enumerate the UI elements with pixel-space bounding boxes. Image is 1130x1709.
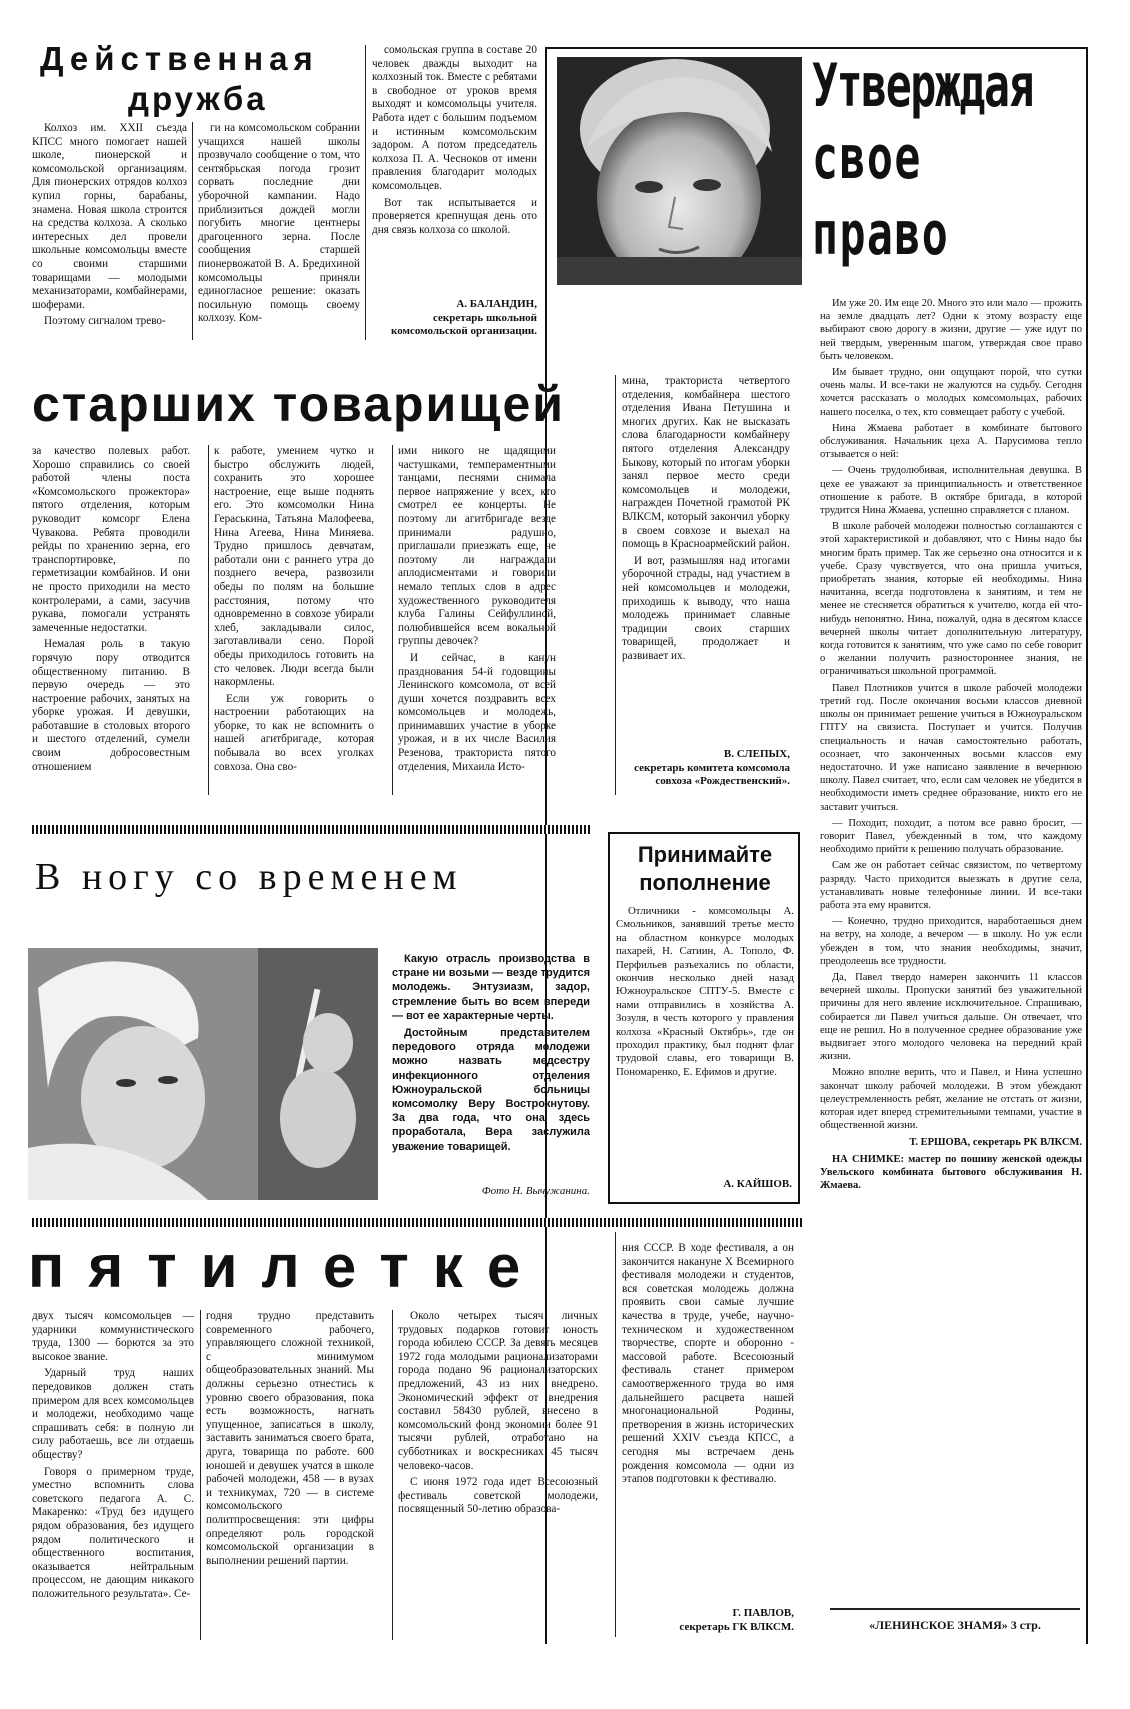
paragraph: Вот так испытывается и проверяется крепнущая день ото дня связь колхоза со школой. (372, 196, 537, 236)
paragraph: Можно вполне верить, что и Павел, и Нина успешно закончат школу рабочей молодежи. В этом убеждают целеустремленность ребят, желание не отстать от жизни, которая идет вперед стремительными темпами, участие в общественной жизни. (820, 1067, 1082, 1132)
paragraph: В школе рабочей молодежи полностью соглашаются с этой характеристикой и добавляют, что с Нины надо бы многим брать пример. Так же серьезно она относится и к учебе. Сразу чувствуется, что она пришла учиться, приобретать знания, которые ей необходимы. Нина начитанна, всегда подготовлена к занятиям, и тем не менее не стесняется обратиться к учителю, когда ей что-нибудь непонятно. Нина, пожалуй, одна в десятом классе вечерней школы читает дополнительную литературу, когда готовится к занятиям, что уже само по себе говорит о желании получить разностороннее знания, не ограничиваться школьной программой. (820, 521, 1082, 678)
article3-title-line2: свое (812, 123, 922, 193)
column-rule (365, 45, 366, 340)
article1-title-line1: Действенная (40, 40, 319, 77)
paragraph: ими никого не щадящими частушками, темпераментными танцами, песнями снимала первое напряжение у всех, кто смотрел ее концерты. Не поэтому ли агитбригаде везде принимали радушно, приглашали приезжать еще, не поэтому ли награждали аплодисментами и говорили немало теплых слов в адрес художественного руководителя клуба Галины Сейфуллиной, полюбившейся всем вокальной группы девочек? (398, 445, 556, 648)
column-rule (615, 375, 616, 795)
paragraph: — Очень трудолюбивая, исполнительная девушка. В цехе ее уважают за принципиальность и ответственное отношение к работе. В октябре бригада, в которой трудится Нина Жмаева, успешно справляется с планом. (820, 465, 1082, 517)
paragraph: С июня 1972 года идет Всесоюзный фестиваль советской молодежи, посвященный 50-летию образова- (398, 1476, 598, 1516)
nurse-photo-image (28, 948, 378, 1200)
nurse-photo (28, 948, 378, 1200)
paragraph: ния СССР. В ходе фестиваля, а он закончится накануне X Всемирного фестиваля молодежи и студентов, вся советская молодежь должна проявить свои самые лучшие качества в труде, учебе, научно-техническом и художественном творчестве, спорте и оборонно - массовой работе. Всесоюзный фестиваль станет примером самоотверженного труда во имя дальнейшего расцвета нашей многонациональной Родины, претворения в жизнь исторических решений XXIV съезда КПСС, а сегодня мы встречаем день рождения комсомола — одни из этапов подготовки к фестивалю. (622, 1242, 794, 1486)
article1-signature: А. БАЛАНДИН, (456, 298, 537, 310)
paragraph: мина, тракториста четвертого отделения, комбайнера шестого отделения Ивана Петушина и многих других. Как не высказать слова благодарности комбайнеру пятого отделения Александру Быкову, который по итогам уборки занял первое место среди комсомольцев и молодежи, награжден Почетной грамотой РК ВЛКСМ, который закончил уборку в своем совхозе и выехал на помощь в Красноармейский район. (622, 375, 790, 551)
article3-caption: НА СНИМКЕ: мастер по пошиву женской одежды Увельского комбината бытового обслуживания Н. Жмаева. (820, 1153, 1082, 1191)
paragraph: Поэтому сигналом трево- (44, 315, 166, 328)
article5-signature: А. КАЙШОВ. (723, 1178, 792, 1190)
paragraph: годня трудно представить современного рабочего, управляющего сложной техникой, с минимумом общеобразовательных знаний. Мы должны серьезно отнестись к уровню своего образования, пока есть возможность, нагнать упущенное, записаться в школу, заставить заниматься своего брата, друга, товарища по работе. 600 юношей и девушек учатся в школе рабочей молодежи, 458 — в вузах и техникумах, 720 — в системе комсомольского политпросвещения: эти цифры определяют роль городской комсомольской организации в выполнении решений партии. (206, 1310, 374, 1567)
article2-col3 (398, 445, 556, 795)
column-rule (192, 122, 193, 340)
paragraph: Ударный труд наших передовиков должен стать примером для всех комсомольцев и молодежи, необходимо чаще спрашивать себя: в полную ли силу работаешь, все ли отдаешь обществу? (32, 1367, 194, 1461)
portrait-photo (557, 57, 802, 285)
paragraph: Говоря о примерном труде, уместно вспомнить слова советского педагога А. С. Макаренко: «Труд без идущего рядом образования, без идущего рядом политического и общественного воспитания, оказывается нейтральным процессом, не дающим никакого положительного результата». Се- (32, 1465, 194, 1600)
article3-title (812, 51, 1082, 269)
column-rule (200, 1310, 201, 1640)
article3-body (820, 297, 1082, 1602)
portrait-photo-image (557, 57, 802, 285)
article5-title-line1: Принимайте (637, 842, 773, 867)
paragraph: — Походит, походит, а потом все равно бросит, — говорит Павел, убежденный в том, что каждому необходимо прийти к решению получать образование. (820, 817, 1082, 856)
article1-signature-role: секретарь школьной комсомольской организации. (391, 312, 537, 337)
paragraph: двух тысяч комсомольцев — ударники коммунистического труда, 1300 — борются за это высокое звание. (32, 1310, 194, 1363)
article6-col3 (398, 1310, 598, 1640)
paragraph: к работе, умением чутко и быстро обслужить людей, сохранить это хорошее настроение, еще выше поднять его. Это комсомолки Нина Гераськина, Татьяна Малофеева, Нина Агеева, Нина Миняева. Трудно пришлось девчатам, работали они с раннего утра до позднего вечера, развозили обеды по полям на большие расстояния, потому что одновременно в совхозе убирали хлеб, закладывали силос, заготавливали сено. Порой обеды приходилось готовить на сто человек. Люди всегда были накормлены. (214, 445, 374, 689)
section-divider (32, 825, 590, 834)
paragraph: Какую отрасль производства в стране ни возьми — везде трудится молодежь. Энтузиазм, задор, стремление быть во всем впереди — вот ее характерные черты. (392, 953, 590, 1022)
paragraph: Немалая роль в такую горячую пору отводится общественному питанию. В первую очередь — это настроение рабочих, занятых на уборке урожая. И девушки, работавшие в столовых второго и шестого отделений, сумели своим добросовестным отношением (32, 638, 190, 773)
paragraph: Около четырех тысяч личных трудовых подарков готовит юность города юбилею СССР. За девять месяцев 1972 года молодыми рационализаторами города подано 96 рационализаторских предложений, 43 из них внедрено. Экономический эффект от внедрения составил 58430 рублей, внесено в комсомольский фонд экономии более 91 тысячи рублей, отработано на субботниках и воскресниках 45 тысяч человеко-часов. (398, 1310, 598, 1472)
paragraph: Колхоз им. XXII съезда КПСС много помогает нашей школе, пионерской и комсомольской организациям. Для пионерских отрядов колхоз купил горны, барабаны, знамена. Новая школа строится на средства колхоза. А сколько интересных дел провели школьные комсомольцы вместе со своими старшими товарищами — молодыми механизаторами, комбайнерами, шоферами. (32, 122, 187, 311)
article3-signature: Т. ЕРШОВА, секретарь РК ВЛКСМ. (909, 1137, 1082, 1149)
paragraph: ги на комсомольском собрании учащихся нашей школы прозвучало сообщение о том, что сентябрьская погода грозит сорвать последние дни уборочной кампании. Надо приблизиться дождей могли погубить многие центнеры драгоценного зерна. После сообщения старшей пионервожатой В. А. Бредихиной комсомольцы приняли единогласное решение: оказать посильную помощь своему колхозу. Ком- (198, 122, 360, 325)
column-rule (208, 445, 209, 795)
column-rule (615, 1232, 616, 1637)
article4-body (392, 952, 590, 1182)
paragraph: Павел Плотников учится в школе рабочей молодежи третий год. После окончания восьми классов дневной школы он принимает решение учиться в Южноуральском ГПТУ на связиста. Поступает и учится. Получив специальность и начав самостоятельно работать, осознает, что законченных восьми классов ему недостаточно. И уже написано заявление в вечернюю школу. Павел считает, что, если сам человек не убедится в необходимости иметь среднее образование, никто его не заставит учиться. (820, 682, 1082, 813)
article4-title: В ногу со временем (35, 856, 463, 898)
footer-paper-name: «ЛЕНИНСКОЕ ЗНАМЯ» 3 стр. (869, 1618, 1041, 1632)
article2-col1 (32, 445, 190, 795)
paragraph: Сам же он работает сейчас связистом, по четвертому разряду. Часто приходится выезжать в другие села, устанавливать новые телефонные линии. И все-таки работа эта ему нравится. (820, 860, 1082, 911)
footer-rule (830, 1608, 1080, 1610)
article1-col1 (32, 122, 187, 340)
article5-body (616, 905, 794, 1165)
paragraph: И сейчас, в канун празднования 54-й годовщины Ленинского комсомола, от всей души хочется поздравить всех комсомольцев и молодежь, принимавших участие в уборке урожая, и в их числе Василия Резенова, тракториста пятого отделения, Михаила Исто- (398, 651, 556, 773)
article2-signature-role: секретарь комитета комсомола совхоза «Рождественский». (634, 762, 790, 787)
article3-title-line3: право (812, 199, 950, 269)
article6-title: пятилетке (28, 1233, 545, 1300)
article6-col4 (622, 1242, 794, 1604)
paragraph: Им уже 20. Им еще 20. Много это или мало — прожить на земле двадцать лет? Одни к этому возрасту еще выбирают свою дорогу в жизни, другие — уже идут по ней твердым, уверенным шагом, утверждая свое право быть человеком. (820, 298, 1082, 362)
article1-col3 (372, 44, 537, 294)
paragraph: Нина Жмаева работает в комбинате бытового обслуживания. Начальник цеха А. Парусимова тепло отзывается о ней: (820, 422, 1082, 461)
article6-signature-role: секретарь ГК ВЛКСМ. (679, 1621, 794, 1633)
paragraph: сомольская группа в составе 20 человек дважды выходит на колхозный ток. Вместе с ребятами в свободное от уроков время выходят и комсомольцы учителя. Работа идет с большим подъемом и истинным комсомольским задором. А потом председатель колхоза П. А. Чесноков от имени правления благодарит молодых комсомольцев. (372, 44, 537, 192)
paragraph: Да, Павел твердо намерен закончить 11 классов вечерней школы. Пропуски занятий без уважительной причины для него явление исключительное. Спрашиваю, собирается ли Павел учиться дальше. Он отвечает, что еще не решил. Но в полученное среднее образование уже выдвигает этого молодого человека на передний край жизни. (820, 971, 1082, 1063)
article5-title-line2: пополнение (639, 870, 771, 895)
paragraph: И вот, размышляя над итогами уборочной страды, над участием в ней комсомольцев и молодежи, приходишь к выводу, что наша молодежь принимает славные традиции своих старших товарищей, продолжает и развивает их. (622, 554, 790, 662)
paragraph: за качество полевых работ. Хорошо справились со своей работой члены поста «Комсомольского прожектора» пятого отделения, которым руководит комсорг Елена Чувакова. Ребята проводили рейды по хранению зерна, его транспортировке, по герметизации комбайнов. И они не просто приходили на место контролерами, а сами, засучив рукава, помогали устранять замеченные недостатки. (32, 445, 190, 634)
article6-signature: Г. ПАВЛОВ, (732, 1607, 794, 1619)
section-divider (32, 1218, 802, 1227)
paragraph: Достойным представителем передового отряда молодежи можно назвать медсестру инфекционного отделения Южноуральской больницы комсомолку Веру Вострокнутову. За два года, что она здесь проработала, Вера заслужила уважение товарищей. (392, 1027, 590, 1153)
column-rule (392, 1310, 393, 1640)
column-rule (392, 445, 393, 795)
article2-col2 (214, 445, 374, 795)
article2-title: старших товарищей (32, 376, 566, 432)
paragraph: Если уж говорить о настроении работающих на уборке, то как не вспомнить о нашей агитбригаде, которая побывала во всех уголках совхоза. Она сво- (214, 692, 374, 773)
paragraph: Отличники - комсомольцы А. Смольников, занявший третье место на областном конкурсе молодых пахарей, Н. Сатиин, А. Тополо, Ф. Перфильев разъехались по области, окончив несколько дней назад Южноуральское СПТУ-5. Вместе с нами отправились в хозяйства А. Зозуля, в честь которого у правления колхоза «Красный Октябрь», где он проходил практику, был поднят флаг трудовой славы, его товарищи В. Пономаренко, Е. Ефимов и другие. (616, 905, 794, 1078)
article2-signature: В. СЛЕПЫХ, (723, 748, 790, 760)
paragraph: Им бывает трудно, они ощущают порой, что сутки очень малы. И все-таки не жалуются на судьбу. Сегодня хочется рассказать о молодых комсомольцах, рабочих нашего поселка, о тех, кто совмещает работу с учебой. (820, 367, 1082, 418)
article2-col4 (622, 375, 790, 745)
article1-title-line2: дружба (128, 80, 268, 117)
article6-col2 (206, 1310, 374, 1640)
article1-col2 (198, 122, 360, 340)
article3-title-line1: Утверждая (812, 51, 1034, 121)
paragraph: — Конечно, трудно приходится, наработаешься днем на ветру, на холоде, а вечером — в школу. Но уж если убежден в том, что знания необходимы, значит, преодолеешь все трудности. (820, 916, 1082, 967)
photo-credit: Фото Н. Вычужанина. (481, 1185, 590, 1197)
article6-col1 (32, 1310, 194, 1640)
